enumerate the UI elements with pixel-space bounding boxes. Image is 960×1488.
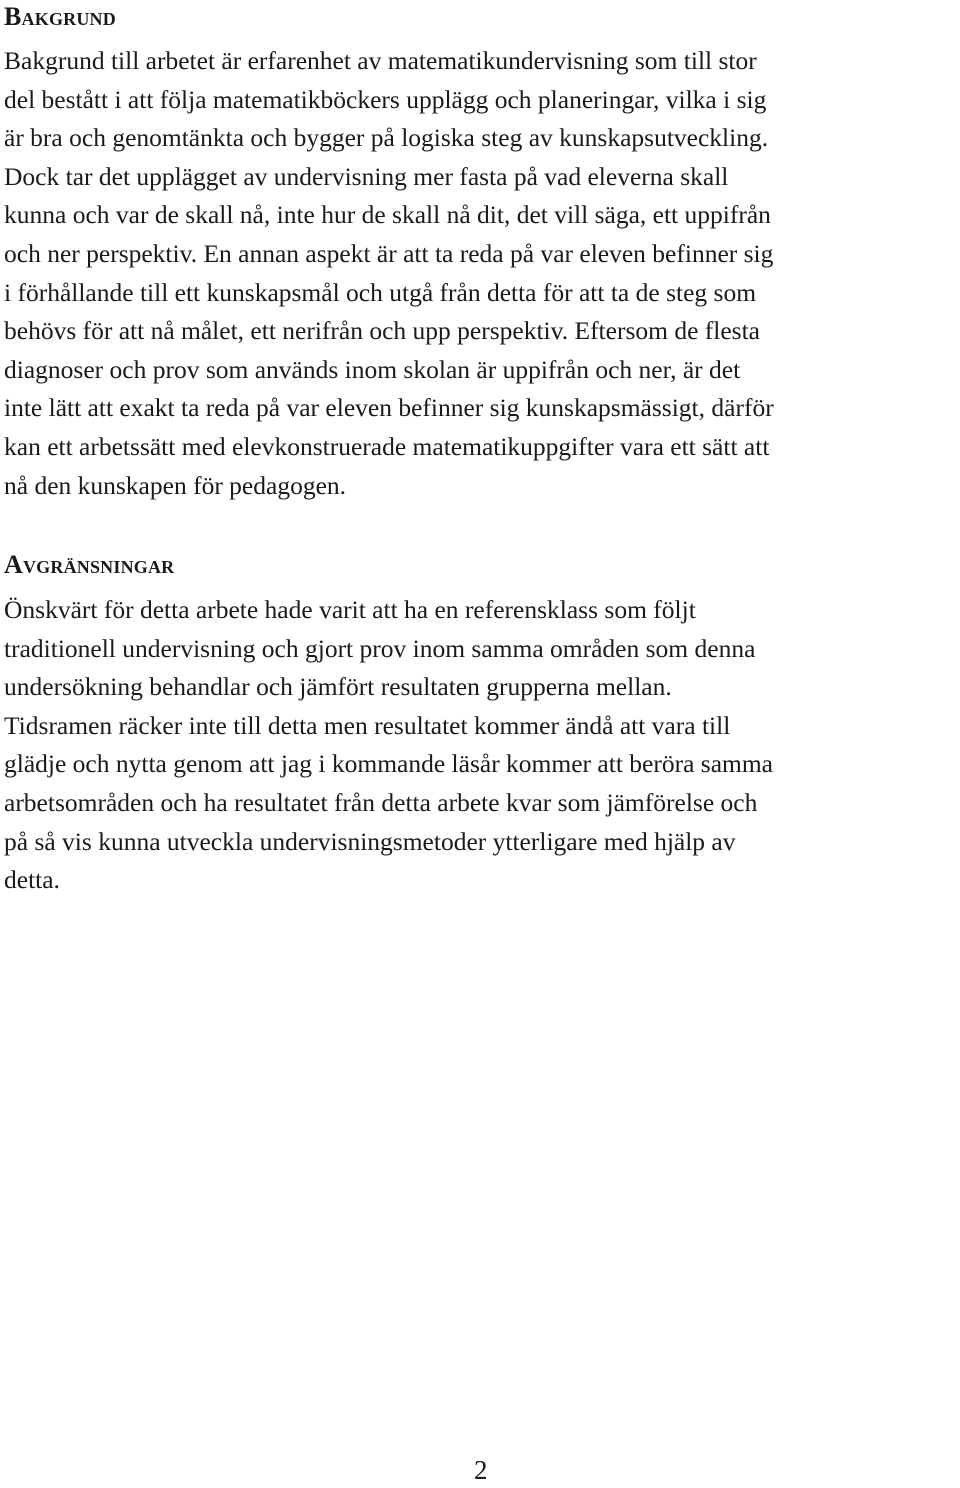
text-line: nå den kunskapen för pedagogen. — [4, 470, 347, 500]
section-heading-avgransningar: Avgränsningar — [4, 550, 175, 579]
text-line: undersökning behandlar och jämfört resultaten grupperna mellan. — [4, 672, 672, 702]
text-line: del bestått i att följa matematikböckers upplägg och planeringar, vilka i sig — [4, 84, 767, 114]
paragraph-bakgrund — [4, 42, 956, 505]
text-line: behövs för att nå målet, ett nerifrån och upp perspektiv. Eftersom de flesta — [4, 316, 760, 346]
text-line: är bra och genomtänkta och bygger på logiska steg av kunskapsutveckling. — [4, 123, 769, 153]
text-line: kunna och var de skall nå, inte hur de skall nå dit, det vill säga, ett uppifrån — [4, 200, 771, 230]
text-line: Bakgrund till arbetet är erfarenhet av matematikundervisning som till stor — [4, 46, 757, 75]
text-line: på så vis kunna utveckla undervisningsmetoder ytterligare med hjälp av — [4, 826, 736, 856]
text-line: i förhållande till ett kunskapsmål och utgå från detta för att ta de steg som — [4, 277, 757, 307]
text-line: diagnoser och prov som används inom skolan är uppifrån och ner, är det — [4, 354, 741, 384]
text-line: Dock tar det upplägget av undervisning mer fasta på vad eleverna skall — [4, 161, 729, 191]
text-line: glädje och nytta genom att jag i kommande läsår kommer att beröra samma — [4, 749, 773, 779]
section-heading-bakgrund: Bakgrund — [4, 2, 116, 31]
text-line: detta. — [4, 865, 60, 895]
text-line: inte lätt att exakt ta reda på var eleven befinner sig kunskapsmässigt, därför — [4, 393, 774, 423]
text-line: Tidsramen räcker inte till detta men resultatet kommer ändå att vara till — [4, 710, 731, 740]
text-line: arbetsområden och ha resultatet från detta arbete kvar som jämförelse och — [4, 787, 758, 817]
text-line: traditionell undervisning och gjort prov inom samma områden som denna — [4, 633, 756, 663]
text-line: Önskvärt för detta arbete hade varit att ha en referensklass som följt — [4, 595, 696, 624]
text-line: kan ett arbetssätt med elevkonstruerade matematikuppgifter vara ett sätt att — [4, 431, 770, 461]
paragraph-avgransningar — [4, 591, 956, 900]
page-number: 2 — [474, 1455, 488, 1485]
text-line: och ner perspektiv. En annan aspekt är att ta reda på var eleven befinner sig — [4, 238, 774, 268]
